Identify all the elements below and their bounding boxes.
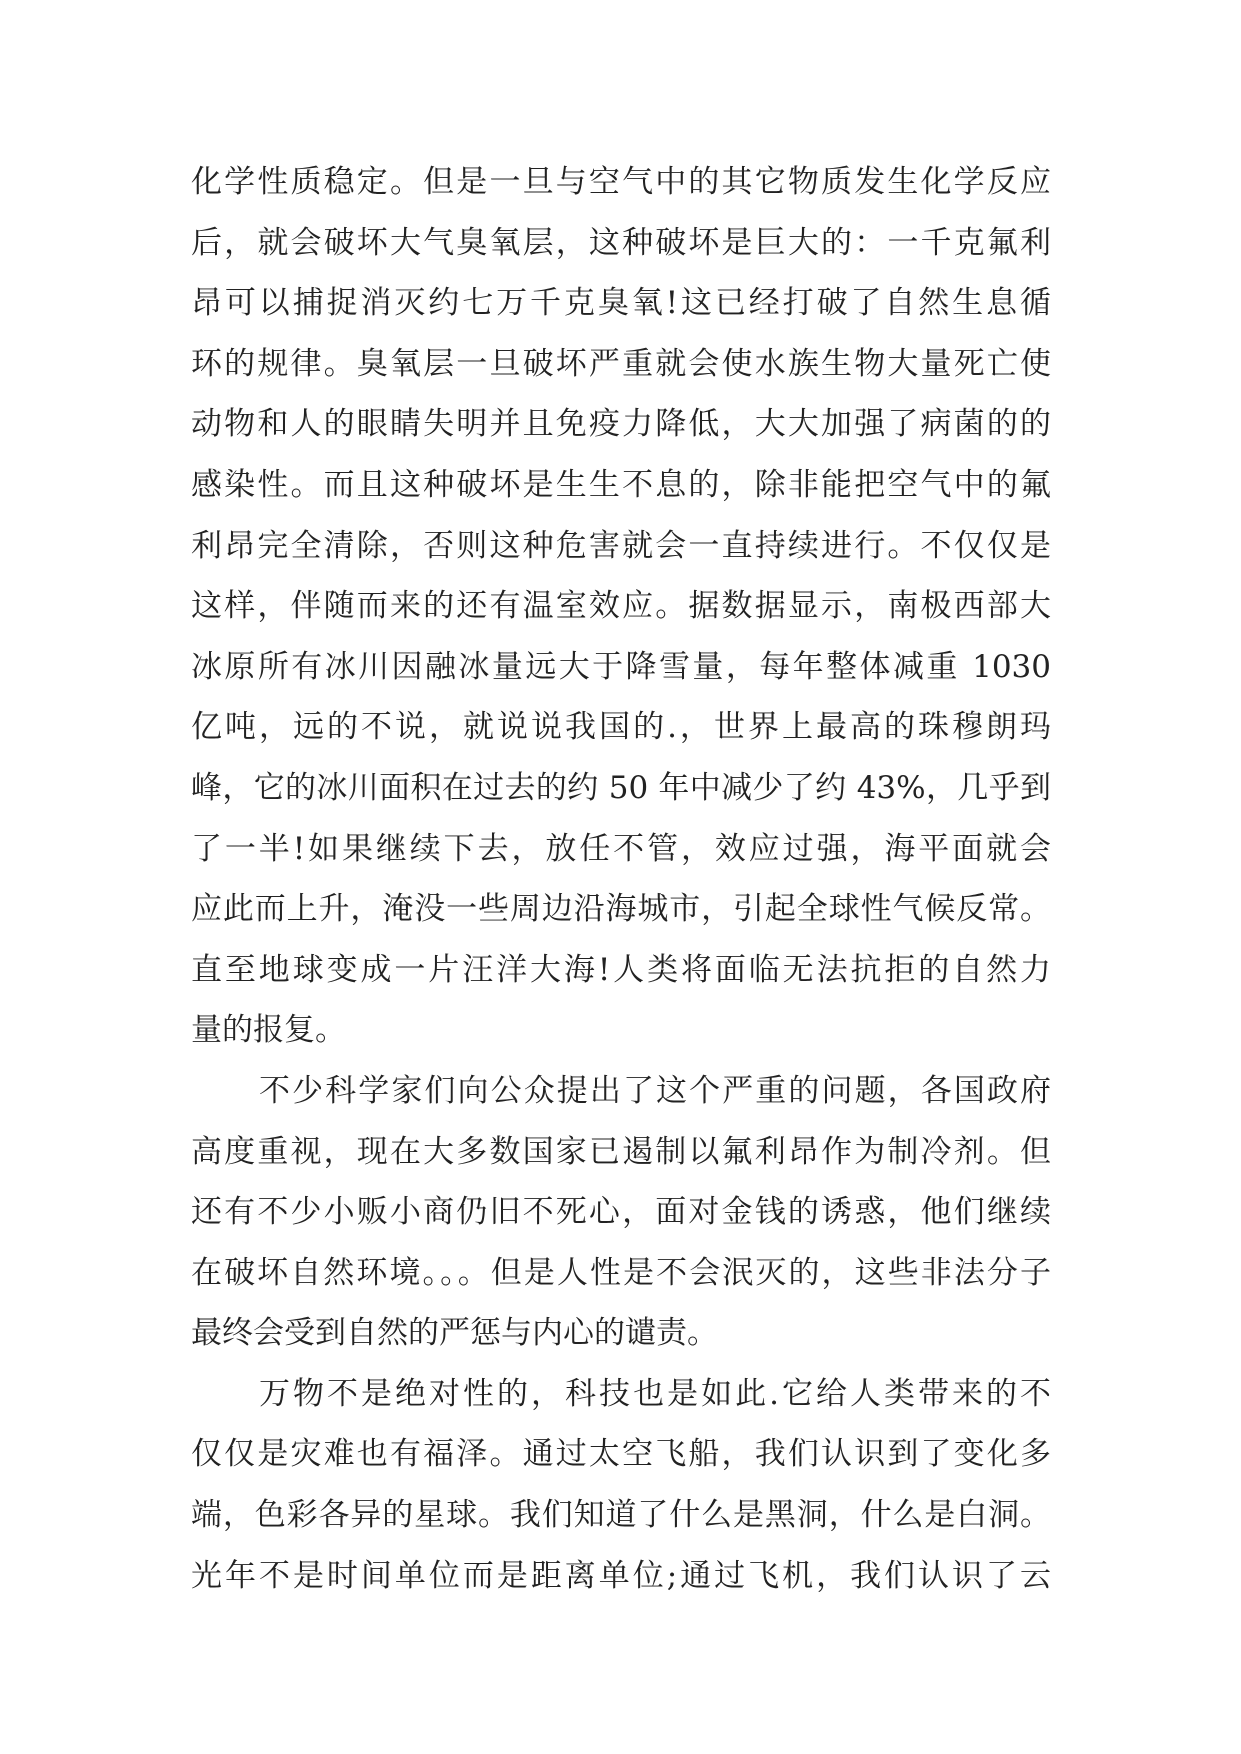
- paragraph-scientists: [191, 1061, 1051, 1364]
- text-line: 后，就会破坏大气臭氧层，这种破坏是巨大的：一千克氟利: [191, 224, 1051, 261]
- text-line: 亿吨，远的不说，就说说我国的.，世界上最高的珠穆朗玛: [191, 709, 1051, 746]
- text-line: 应此而上升，淹没一些周边沿海城市，引起全球性气候反常。: [191, 891, 1051, 928]
- text-line: 高度重视，现在大多数国家已遏制以氟利昂作为制冷剂。但: [191, 1133, 1051, 1170]
- text-line: 在破坏自然环境。。。但是人性是不会泯灭的，这些非法分子: [191, 1254, 1051, 1291]
- text-line: 光年不是时间单位而是距离单位;通过飞机，我们认识了云: [191, 1557, 1051, 1594]
- text-line: 最终会受到自然的严惩与内心的谴责。: [191, 1315, 718, 1352]
- text-line: 万物不是绝对性的，科技也是如此.它给人类带来的不: [259, 1375, 1051, 1412]
- text-line: 动物和人的眼睛失明并且免疫力降低，大大加强了病菌的的: [191, 406, 1051, 443]
- text-line: 端，色彩各异的星球。我们知道了什么是黑洞，什么是白洞。: [191, 1497, 1051, 1534]
- text-line: 峰，它的冰川面积在过去的约 50 年中减少了约 43%，几乎到: [191, 769, 1051, 806]
- text-line: 感染性。而且这种破坏是生生不息的，除非能把空气中的氟: [191, 466, 1051, 503]
- text-line: 了一半!如果继续下去，放任不管，效应过强，海平面就会: [191, 830, 1051, 867]
- text-line: 不少科学家们向公众提出了这个严重的问题，各国政府: [259, 1072, 1051, 1109]
- text-line: 量的报复。: [191, 1012, 346, 1049]
- text-line: 还有不少小贩小商仍旧不死心，面对金钱的诱惑，他们继续: [191, 1194, 1051, 1231]
- paragraph-ozone: [191, 152, 1051, 1061]
- text-line: 利昂完全清除，否则这种危害就会一直持续进行。不仅仅是: [191, 527, 1051, 564]
- text-line: 昂可以捕捉消灭约七万千克臭氧!这已经打破了自然生息循: [191, 285, 1051, 322]
- text-line: 环的规律。臭氧层一旦破坏严重就会使水族生物大量死亡使: [191, 345, 1051, 382]
- document-body: [191, 152, 1051, 1606]
- text-line: 这样，伴随而来的还有温室效应。据数据显示，南极西部大: [191, 588, 1051, 625]
- text-line: 仅仅是灾难也有福泽。通过太空飞船，我们认识到了变化多: [191, 1436, 1051, 1473]
- text-line: 化学性质稳定。但是一旦与空气中的其它物质发生化学反应: [191, 164, 1051, 200]
- paragraph-technology: [191, 1364, 1051, 1606]
- text-line: 冰原所有冰川因融冰量远大于降雪量，每年整体减重 1030: [191, 648, 1051, 685]
- text-line: 直至地球变成一片汪洋大海!人类将面临无法抗拒的自然力: [191, 951, 1051, 988]
